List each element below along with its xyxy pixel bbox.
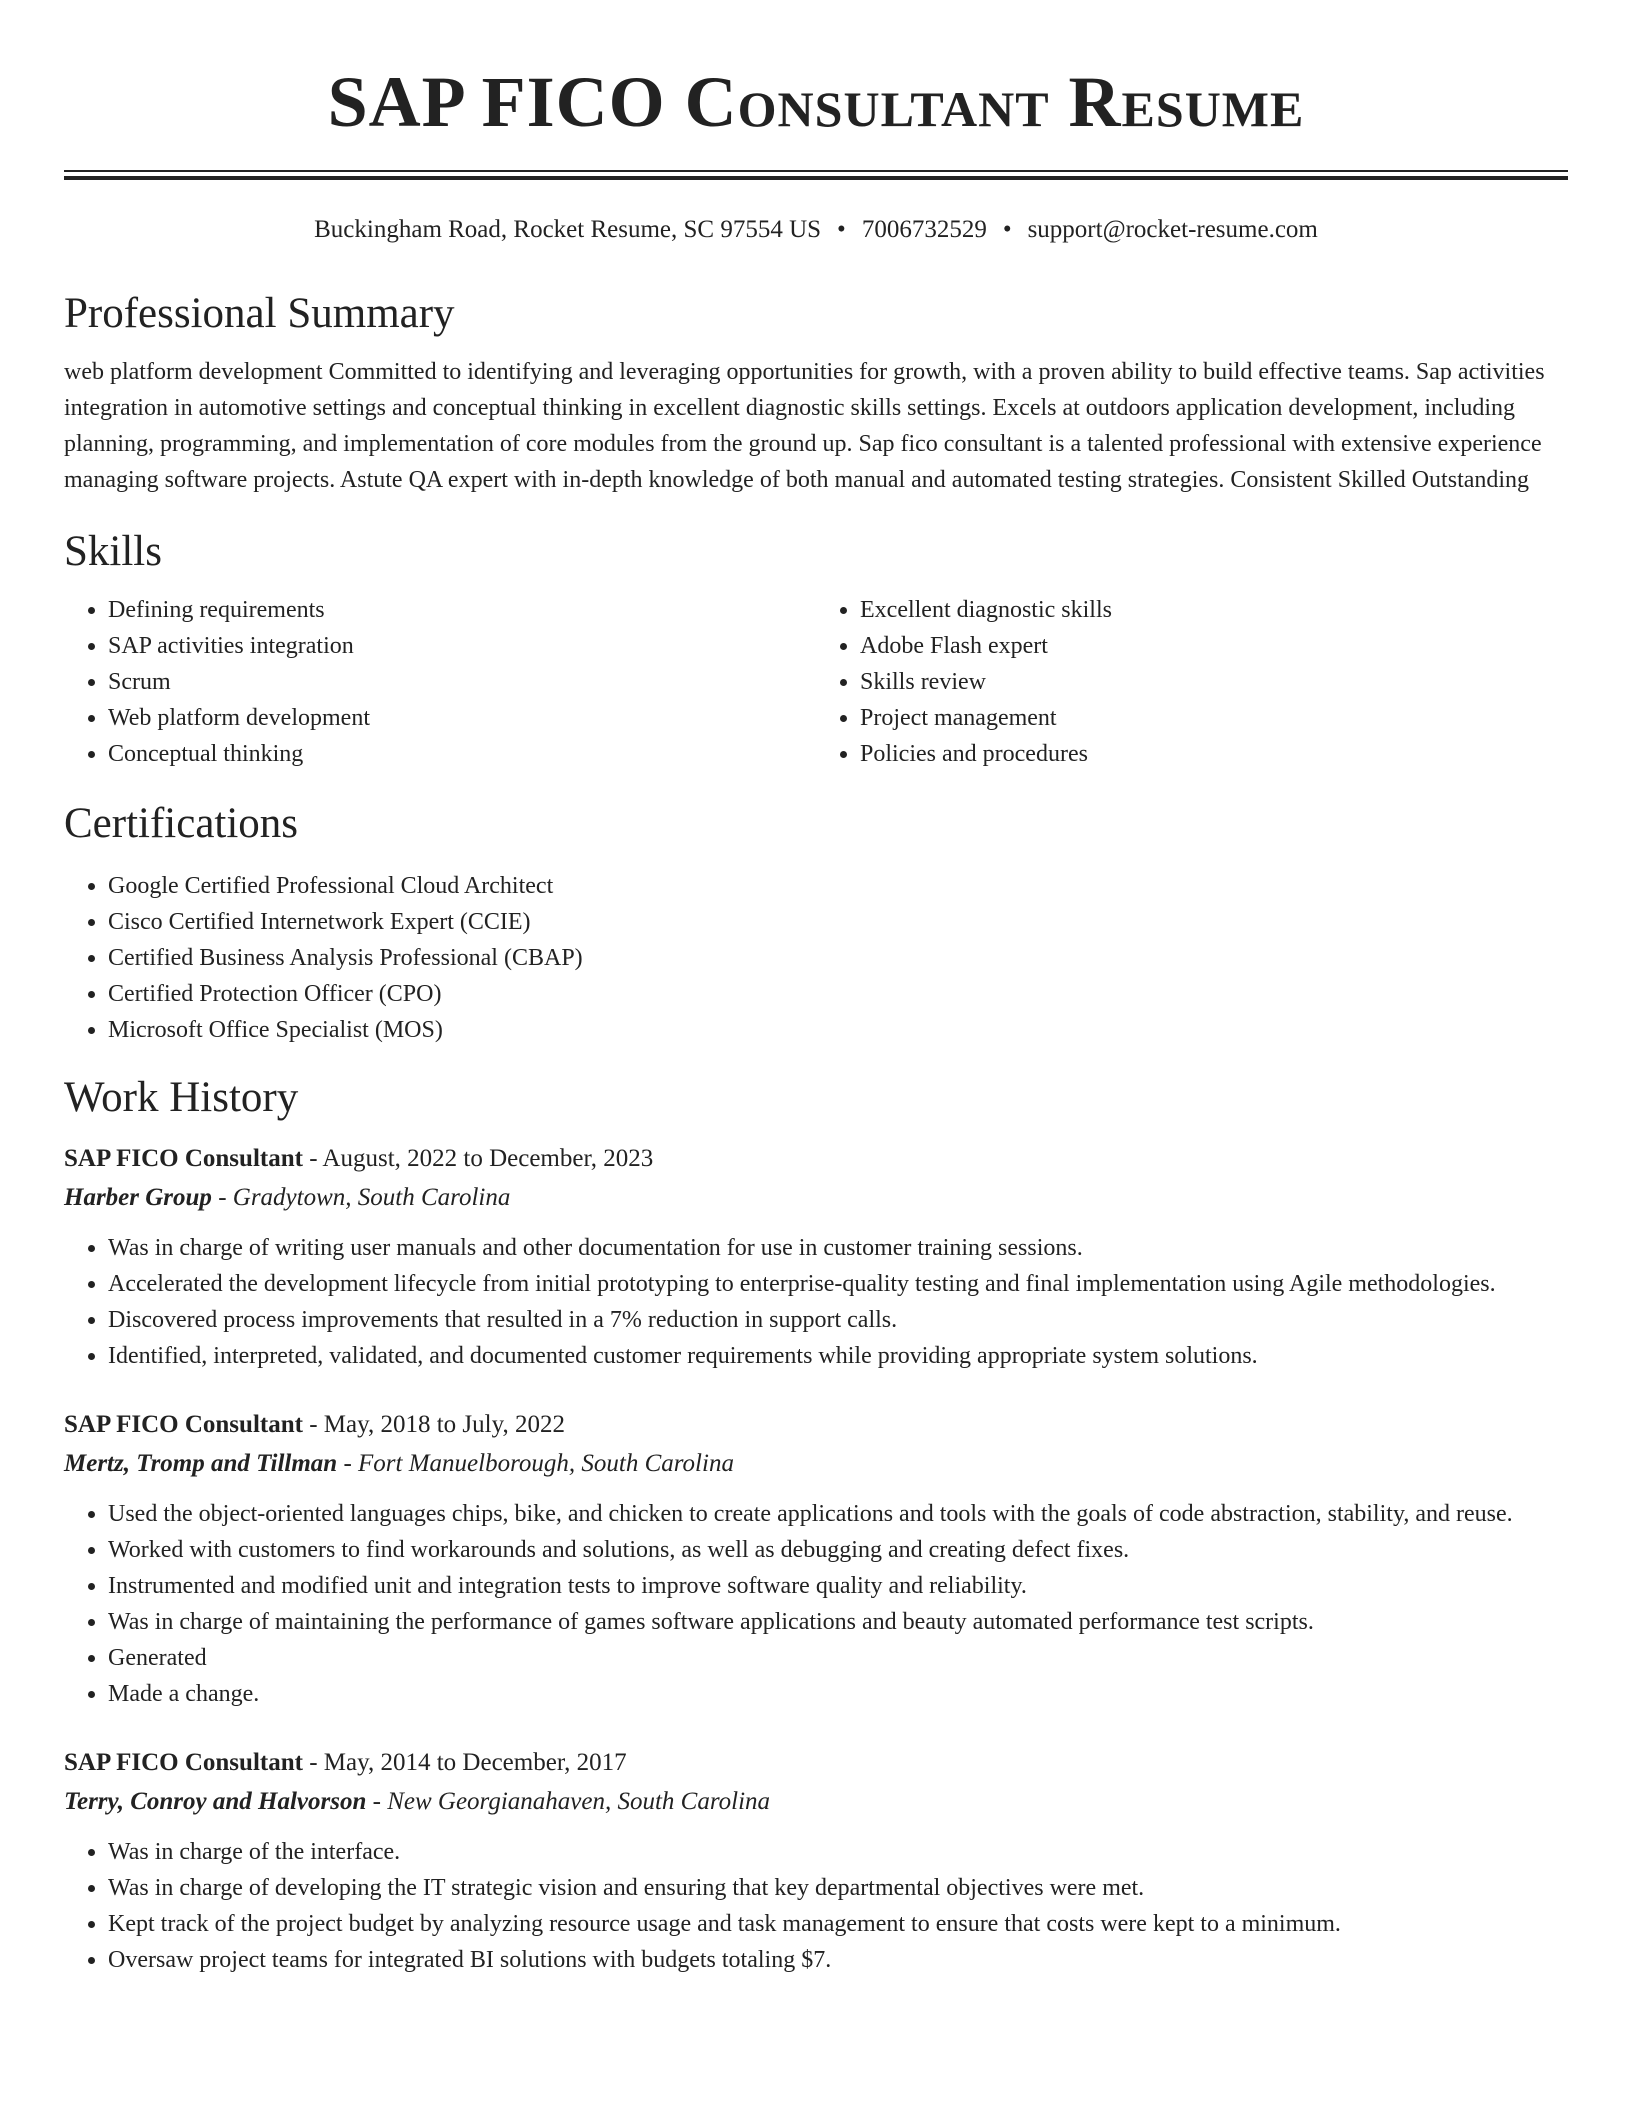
job-company: Terry, Conroy and Halvorson	[64, 1788, 367, 1815]
skill-item: • Excellent diagnostic skills	[860, 592, 1568, 628]
contact-separator: •	[837, 216, 846, 243]
job-bullets	[64, 1834, 1568, 1978]
certification-item: • Google Certified Professional Cloud Architect	[108, 868, 1568, 904]
job-company-line: Mertz, Tromp and Tillman - Fort Manuelborough, South Carolina	[64, 1450, 734, 1477]
skills-list-left	[64, 592, 816, 772]
contact-address: Buckingham Road, Rocket Resume, SC 97554 US	[314, 216, 822, 243]
job-bullet: • Instrumented and modified unit and integration tests to improve software quality and reliability.	[108, 1568, 1568, 1604]
job-entry	[64, 1744, 1568, 1978]
skills-columns	[64, 592, 1568, 772]
job-title: SAP FICO Consultant	[64, 1145, 303, 1172]
job-bullet: • Used the object-oriented languages chips, bike, and chicken to create applications and tools with the goals of code abstraction, stability, and reuse.	[108, 1496, 1568, 1532]
job-title: SAP FICO Consultant	[64, 1411, 303, 1438]
contact-email: support@rocket-resume.com	[1027, 216, 1318, 243]
certifications-heading: Certifications	[64, 800, 299, 847]
job-title: SAP FICO Consultant	[64, 1749, 303, 1776]
job-bullet: • Was in charge of maintaining the performance of games software applications and beauty automated performance test scripts.	[108, 1604, 1568, 1640]
job-dates: August, 2022 to December, 2023	[322, 1145, 654, 1172]
certification-item: • Certified Protection Officer (CPO)	[108, 976, 1568, 1012]
skill-item: • Project management	[860, 700, 1568, 736]
job-title-line: SAP FICO Consultant - May, 2018 to July, 2022	[64, 1411, 565, 1438]
job-entry	[64, 1406, 1568, 1712]
contact-phone: 7006732529	[861, 216, 987, 243]
contact-line	[64, 214, 1568, 246]
job-bullet: • Was in charge of writing user manuals and other documentation for use in customer training sessions.	[108, 1230, 1568, 1266]
job-bullet: • Was in charge of developing the IT strategic vision and ensuring that key departmental objectives were met.	[108, 1870, 1568, 1906]
job-bullet: • Was in charge of the interface.	[108, 1834, 1568, 1870]
summary-heading: Professional Summary	[64, 290, 455, 337]
job-company-line: Terry, Conroy and Halvorson - New Georgianahaven, South Carolina	[64, 1788, 771, 1815]
skill-item: • Policies and procedures	[860, 736, 1568, 772]
job-bullet: • Accelerated the development lifecycle from initial prototyping to enterprise-quality testing and final implementation using Agile methodologies.	[108, 1266, 1568, 1302]
job-bullet: • Kept track of the project budget by analyzing resource usage and task management to ensure that costs were kept to a minimum.	[108, 1906, 1568, 1942]
job-bullet: • Worked with customers to find workarounds and solutions, as well as debugging and creating defect fixes.	[108, 1532, 1568, 1568]
job-location: New Georgianahaven, South Carolina	[387, 1788, 771, 1815]
certifications-list	[64, 868, 1568, 1048]
job-dates: May, 2014 to December, 2017	[323, 1749, 627, 1776]
certification-item: • Microsoft Office Specialist (MOS)	[108, 1012, 1568, 1048]
skill-item: • Conceptual thinking	[108, 736, 816, 772]
contact-separator: •	[1002, 216, 1012, 243]
job-title-line: SAP FICO Consultant - May, 2014 to December, 2017	[64, 1749, 627, 1776]
skill-item: • Adobe Flash expert	[860, 628, 1568, 664]
job-bullet: • Identified, interpreted, validated, and documented customer requirements while providing appropriate system solutions.	[108, 1338, 1568, 1374]
skill-item: • SAP activities integration	[108, 628, 816, 664]
certification-item: • Certified Business Analysis Professional (CBAP)	[108, 940, 1568, 976]
skills-heading: Skills	[64, 528, 162, 575]
job-company: Harber Group	[64, 1184, 212, 1211]
job-bullet: • Made a change.	[108, 1676, 1568, 1712]
job-title-line: SAP FICO Consultant - August, 2022 to December, 2023	[64, 1145, 654, 1172]
job-bullet: • Oversaw project teams for integrated BI solutions with budgets totaling $7.	[108, 1942, 1568, 1978]
job-dates: May, 2018 to July, 2022	[323, 1411, 565, 1438]
skill-item: • Scrum	[108, 664, 816, 700]
job-bullets	[64, 1496, 1568, 1712]
job-company: Mertz, Tromp and Tillman	[64, 1450, 338, 1477]
job-bullets	[64, 1230, 1568, 1374]
skill-item: • Web platform development	[108, 700, 816, 736]
skill-item: • Defining requirements	[108, 592, 816, 628]
job-location: Gradytown, South Carolina	[232, 1184, 511, 1211]
job-bullet: • Discovered process improvements that resulted in a 7% reduction in support calls.	[108, 1302, 1568, 1338]
skill-item: • Skills review	[860, 664, 1568, 700]
job-location: Fort Manuelborough, South Carolina	[358, 1450, 734, 1477]
certification-item: • Cisco Certified Internetwork Expert (CCIE)	[108, 904, 1568, 940]
summary-text: web platform development Committed to identifying and leveraging opportunities for growth, with a proven ability to build effective teams. Sap activities integration in automotive settings and conceptual thinking in excellent diagnostic skills settings. Excels at outdoors application development, including planning, programming, and implementation of core modules from the ground up. Sap fico consultant is a talented professional with extensive experience managing software projects. Astute QA expert with in-depth knowledge of both manual and automated testing strategies. Consistent Skilled Outstanding	[64, 359, 1545, 493]
title-divider	[64, 170, 1568, 180]
resume-title: SAP FICO Consultant Resume	[327, 62, 1305, 142]
job-bullet: • Generated	[108, 1640, 1568, 1676]
job-entry	[64, 1140, 1568, 1374]
skills-list-right	[816, 592, 1568, 772]
job-company-line: Harber Group - Gradytown, South Carolina	[64, 1184, 511, 1211]
work-history-heading: Work History	[64, 1074, 299, 1121]
